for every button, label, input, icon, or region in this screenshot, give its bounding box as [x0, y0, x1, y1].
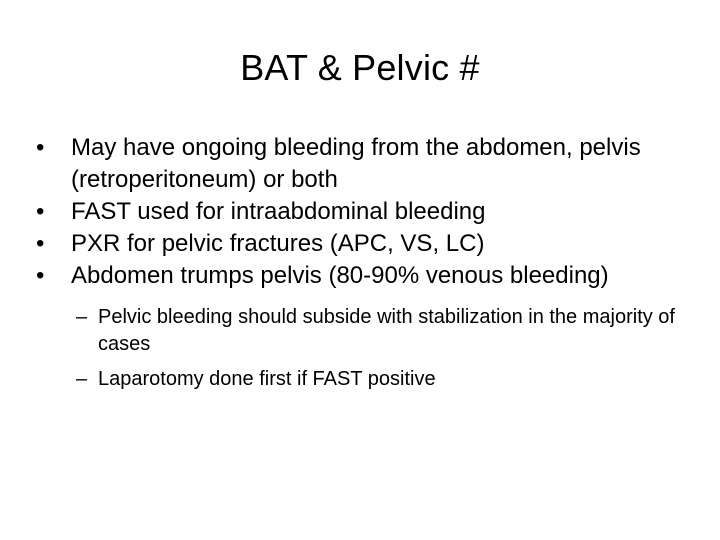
bullet-marker: • — [36, 262, 45, 289]
sub-bullet-marker: – — [76, 368, 88, 390]
sub-bullet-text: Laparotomy done first if FAST positive — [98, 368, 436, 390]
bullet-item — [36, 132, 696, 196]
bullet-item — [36, 196, 696, 228]
bullet-item — [36, 228, 696, 260]
sub-bullet-marker: – — [76, 306, 88, 328]
bullet-item — [36, 260, 696, 292]
bullet-marker: • — [36, 198, 45, 225]
sub-bullet-item — [76, 366, 696, 393]
bullet-text: Abdomen trumps pelvis (80-90% venous bleeding) — [71, 262, 609, 289]
bullet-text: May have ongoing bleeding from the abdomen, pelvis (retroperitoneum) or both — [71, 134, 641, 193]
bullet-text: FAST used for intraabdominal bleeding — [71, 198, 486, 225]
slide-title: BAT & Pelvic # — [240, 47, 480, 88]
sub-bullet-text: Pelvic bleeding should subside with stabilization in the majority of cases — [98, 306, 675, 355]
bullet-marker: • — [36, 230, 45, 257]
bullet-text: PXR for pelvic fractures (APC, VS, LC) — [71, 230, 485, 257]
sub-bullet-item — [76, 304, 696, 358]
sub-bullet-list — [36, 304, 696, 393]
slide-body — [36, 132, 696, 401]
bullet-marker: • — [36, 134, 45, 161]
